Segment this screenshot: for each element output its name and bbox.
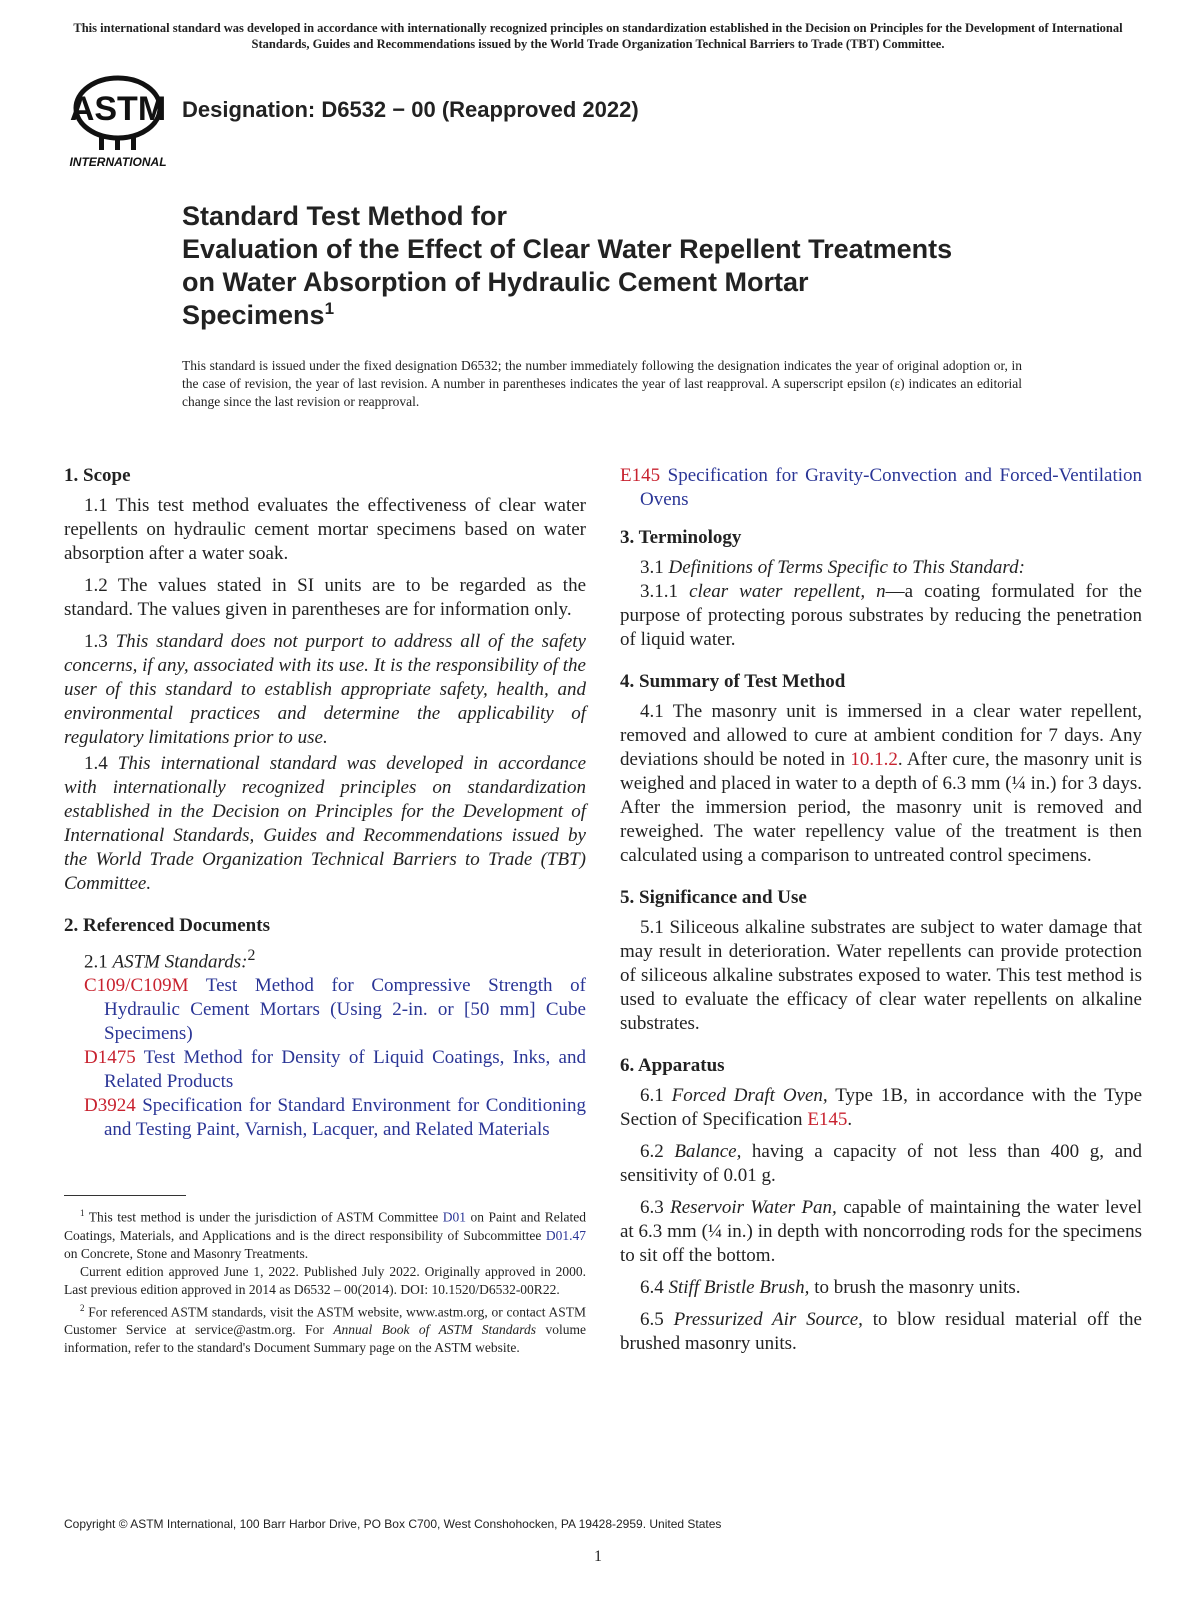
para-6-2: 6.2 Balance, having a capacity of not less than 400 g, and sensitivity of 0.01 g. bbox=[620, 1141, 1143, 1186]
section-heading: 5. Significance and Use bbox=[620, 887, 807, 908]
spec-link[interactable]: E145 bbox=[807, 1109, 848, 1130]
copyright: Copyright © ASTM International, 100 Barr Harbor Drive, PO Box C700, West Conshohocken, PA 19428-2959. United States bbox=[64, 1517, 722, 1531]
section-terminology bbox=[620, 526, 1142, 652]
footnote-2: $^2$ For referenced ASTM standards, visit the ASTM website, www.astm.org, or contact ASTM Customer Service at service@astm.org. For Annual Book of ASTM Standards volume information, refer to the standard's Document Summary page on the ASTM website. bbox=[64, 1302, 586, 1355]
title-line-4: Specimens$^1$ bbox=[182, 299, 335, 330]
para-6-3: 6.3 Reservoir Water Pan, capable of maintaining the water level at 6.3 mm (¼ in.) in depth with noncorroding rods for the specimens to sit off the bottom. bbox=[620, 1197, 1143, 1266]
reference-item[interactable]: C109/C109M Test Method for Compressive Strength of Hydraulic Cement Mortars (Using 2-in. or [50 mm] Cube Specimens) bbox=[84, 975, 586, 1045]
footnotes bbox=[64, 1195, 586, 1357]
reference-item[interactable]: D1475 Test Method for Density of Liquid Coatings, Inks, and Related Products bbox=[84, 1047, 586, 1093]
section-heading: 1. Scope bbox=[64, 465, 131, 486]
para-6-4: 6.4 Stiff Bristle Brush, to brush the masonry units. bbox=[640, 1277, 1021, 1298]
top-notice: This international standard was developed in accordance with internationally recognized principles on standardization established in the Decision on Principles for the Development of International Standards, Guides and Recommendations issued by the World Trade Organization Technical Barriers to Trade (TBT) Committee. bbox=[73, 21, 1123, 51]
section-summary bbox=[620, 670, 1142, 868]
para-1-3: 1.3 This standard does not purport to address all of the safety concerns, if any, associated with its use. It is the responsibility of the user of this standard to establish appropriate safety, health, and environmental practices and determine the applicability of regulatory limitations prior to use. bbox=[64, 631, 586, 748]
para-3-1-1: 3.1.1 clear water repellent, n—a coating formulated for the purpose of protecting porous substrates by reducing the penetration of liquid water. bbox=[620, 581, 1142, 650]
page-number: 1 bbox=[594, 1548, 602, 1565]
astm-logo bbox=[66, 70, 170, 170]
left-column bbox=[64, 464, 586, 1160]
para-4-1: 4.1 The masonry unit is immersed in a clear water repellent, removed and allowed to cure at ambient condition for 7 days. Any deviations should be noted in 10.1.2. After cure, the masonry unit is weighed and placed in water to a depth of 6.3 mm (¼ in.) for 3 days. After the immersion period, the masonry unit is removed and reweighed. The water repellency value of the treatment is then calculated using a comparison to untreated control specimens. bbox=[620, 701, 1143, 866]
designation: Designation: D6532 − 00 (Reapproved 2022) bbox=[182, 97, 639, 122]
reference-item[interactable]: E145 Specification for Gravity-Convection and Forced-Ventilation Ovens bbox=[620, 465, 1142, 510]
section-referenced-documents bbox=[64, 914, 586, 1142]
footnote-1: $^1$ This test method is under the jurisdiction of ASTM Committee D01 on Paint and Related Coatings, Materials, and Applications and is the direct responsibility of Subcommittee D01.47 on Concrete, Stone and Masonry Treatments. bbox=[64, 1208, 587, 1261]
subcommittee-link[interactable]: D01.47 bbox=[545, 1227, 587, 1243]
para-5-1: 5.1 Siliceous alkaline substrates are subject to water damage that may result in deterioration. Water repellents can provide protection of siliceous alkaline substrates exposed to water. This test method is used to evaluate the efficacy of clear water repellents on alkaline substrates. bbox=[620, 917, 1142, 1034]
section-link[interactable]: 10.1.2 bbox=[850, 749, 898, 770]
para-3-1: 3.1 Definitions of Terms Specific to This Standard: bbox=[640, 557, 1025, 578]
section-significance bbox=[620, 886, 1142, 1036]
document-title bbox=[182, 200, 1082, 332]
committee-link[interactable]: D01 bbox=[442, 1209, 467, 1225]
title-footnote-mark: 1 bbox=[324, 299, 335, 318]
para-2-1: 2.1 ASTM Standards:$^2$ bbox=[84, 947, 256, 973]
para-6-5: 6.5 Pressurized Air Source, to blow residual material off the brushed masonry units. bbox=[620, 1309, 1142, 1354]
svg-text:INTERNATIONAL: INTERNATIONAL bbox=[69, 155, 167, 169]
section-heading: 4. Summary of Test Method bbox=[620, 671, 846, 692]
section-heading: 2. Referenced Documents bbox=[64, 915, 270, 936]
right-column bbox=[620, 464, 1142, 1374]
issue-note: This standard is issued under the fixed designation D6532; the number immediately following the designation indicates the year of original adoption or, in the case of revision, the year of last revision. A number in parentheses indicates the year of last reapproval. A superscript epsilon (ε) indicates an editorial change since the last revision or reapproval. bbox=[182, 358, 1022, 409]
para-1-2: 1.2 The values stated in SI units are to be regarded as the standard. The values given in parentheses are for information only. bbox=[64, 575, 586, 620]
svg-text:ASTM: ASTM bbox=[69, 90, 167, 128]
para-6-1: 6.1 Forced Draft Oven, Type 1B, in accordance with the Type Section of Specification E145. bbox=[620, 1085, 1142, 1130]
section-scope bbox=[64, 464, 586, 896]
title-line-2: Evaluation of the Effect of Clear Water Repellent Treatments bbox=[182, 234, 953, 264]
reference-continued bbox=[620, 464, 1142, 512]
para-1-4: 1.4 This international standard was developed in accordance with internationally recognized principles on standardization established in the Decision on Principles for the Development of International Standards, Guides and Recommendations issued by the World Trade Organization Technical Barriers to Trade (TBT) Committee. bbox=[64, 753, 587, 894]
reference-item[interactable]: D3924 Specification for Standard Environment for Conditioning and Testing Paint, Varnish, Lacquer, and Related Materials bbox=[84, 1095, 586, 1141]
section-heading: 6. Apparatus bbox=[620, 1055, 725, 1076]
para-1-1: 1.1 This test method evaluates the effectiveness of clear water repellents on hydraulic cement mortar specimens based on water absorption after a water soak. bbox=[64, 495, 586, 564]
title-line-1: Standard Test Method for bbox=[182, 201, 508, 231]
footnote-1-edition: Current edition approved June 1, 2022. Published July 2022. Originally approved in 2000. Last previous edition approved in 2014 as D6532 – 00(2014). DOI: 10.1520/D6532-00R22. bbox=[64, 1263, 586, 1297]
section-heading: 3. Terminology bbox=[620, 527, 742, 548]
section-apparatus bbox=[620, 1054, 1142, 1356]
footnote-rule bbox=[64, 1195, 186, 1196]
title-line-3: on Water Absorption of Hydraulic Cement Mortar bbox=[182, 267, 809, 297]
